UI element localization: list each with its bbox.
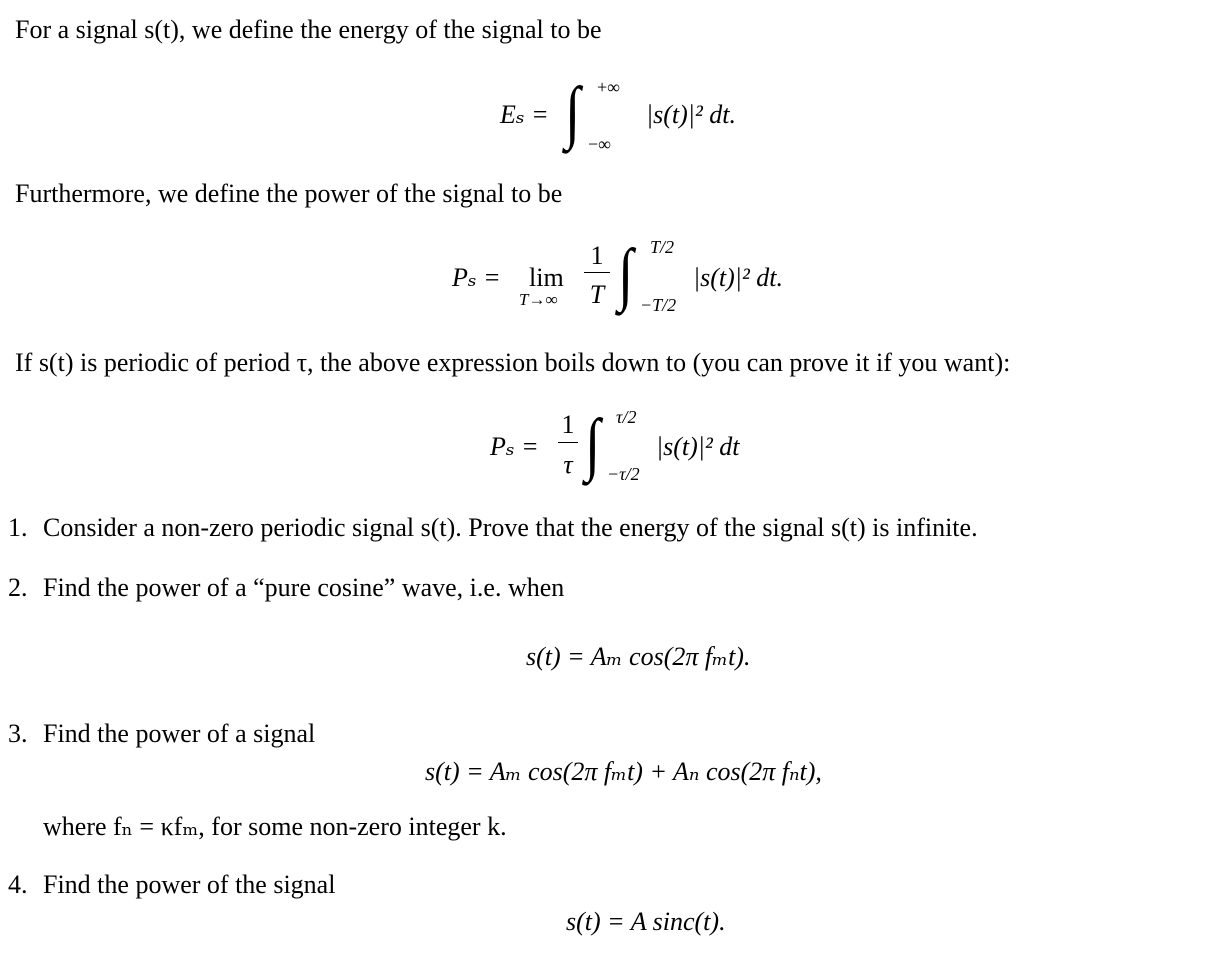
fraction-bar bbox=[584, 272, 610, 273]
periodic-lower-limit: −τ/2 bbox=[607, 464, 640, 484]
energy-lower-limit: −∞ bbox=[588, 134, 611, 154]
list-item-number: 4. bbox=[8, 870, 28, 899]
fraction-numerator: 1 bbox=[561, 410, 575, 439]
fraction-bar bbox=[558, 442, 578, 443]
fraction-numerator: 1 bbox=[590, 241, 604, 270]
list-item-text: Consider a non-zero periodic signal s(t). Prove that the energy of the signal s(t) is infinite. bbox=[43, 513, 978, 542]
list-item-text: Find the power of the signal bbox=[43, 870, 336, 899]
energy-integrand: |s(t)|² dt. bbox=[646, 100, 736, 129]
paragraph-power-intro: Furthermore, we define the power of the signal to be bbox=[15, 179, 563, 208]
list-item-text: Find the power of a signal bbox=[43, 719, 316, 748]
list-item-number: 2. bbox=[8, 573, 28, 602]
list-item-equation: s(t) = Aₘ cos(2π fₘt) + Aₙ cos(2π fₙt), bbox=[425, 757, 822, 786]
fraction-denominator: T bbox=[589, 280, 605, 309]
list-item-text: Find the power of a “pure cosine” wave, i.e. when bbox=[43, 573, 565, 602]
list-item-equation: s(t) = Aₘ cos(2π fₘt). bbox=[526, 642, 751, 671]
periodic-power-lhs: Pₛ = bbox=[490, 432, 539, 461]
paragraph-periodic: If s(t) is periodic of period τ, the above expression boils down to (you can prove it if you want): bbox=[15, 348, 1011, 377]
power-lhs: Pₛ = bbox=[452, 263, 501, 292]
integral-sign: ∫ bbox=[618, 236, 634, 313]
limit-operator: lim bbox=[529, 263, 564, 292]
power-integrand: |s(t)|² dt. bbox=[693, 263, 783, 292]
periodic-upper-limit: τ/2 bbox=[616, 407, 637, 427]
power-lower-limit: −T/2 bbox=[640, 295, 677, 315]
list-item-note: where fₙ = κfₘ, for some non-zero integer k. bbox=[43, 812, 507, 841]
fraction-denominator: τ bbox=[563, 450, 573, 479]
paragraph-energy-intro: For a signal s(t), we define the energy of the signal to be bbox=[15, 15, 602, 44]
integral-sign: ∫ bbox=[585, 406, 601, 483]
list-item-equation: s(t) = A sinc(t). bbox=[566, 907, 726, 936]
limit-subscript: T→∞ bbox=[519, 290, 558, 309]
power-upper-limit: T/2 bbox=[650, 237, 675, 257]
energy-upper-limit: +∞ bbox=[597, 77, 620, 97]
integral-sign: ∫ bbox=[565, 74, 581, 151]
energy-lhs: Eₛ = bbox=[500, 100, 549, 129]
periodic-integrand: |s(t)|² dt bbox=[656, 432, 740, 461]
list-item-number: 1. bbox=[8, 513, 28, 542]
list-item-number: 3. bbox=[8, 719, 28, 748]
